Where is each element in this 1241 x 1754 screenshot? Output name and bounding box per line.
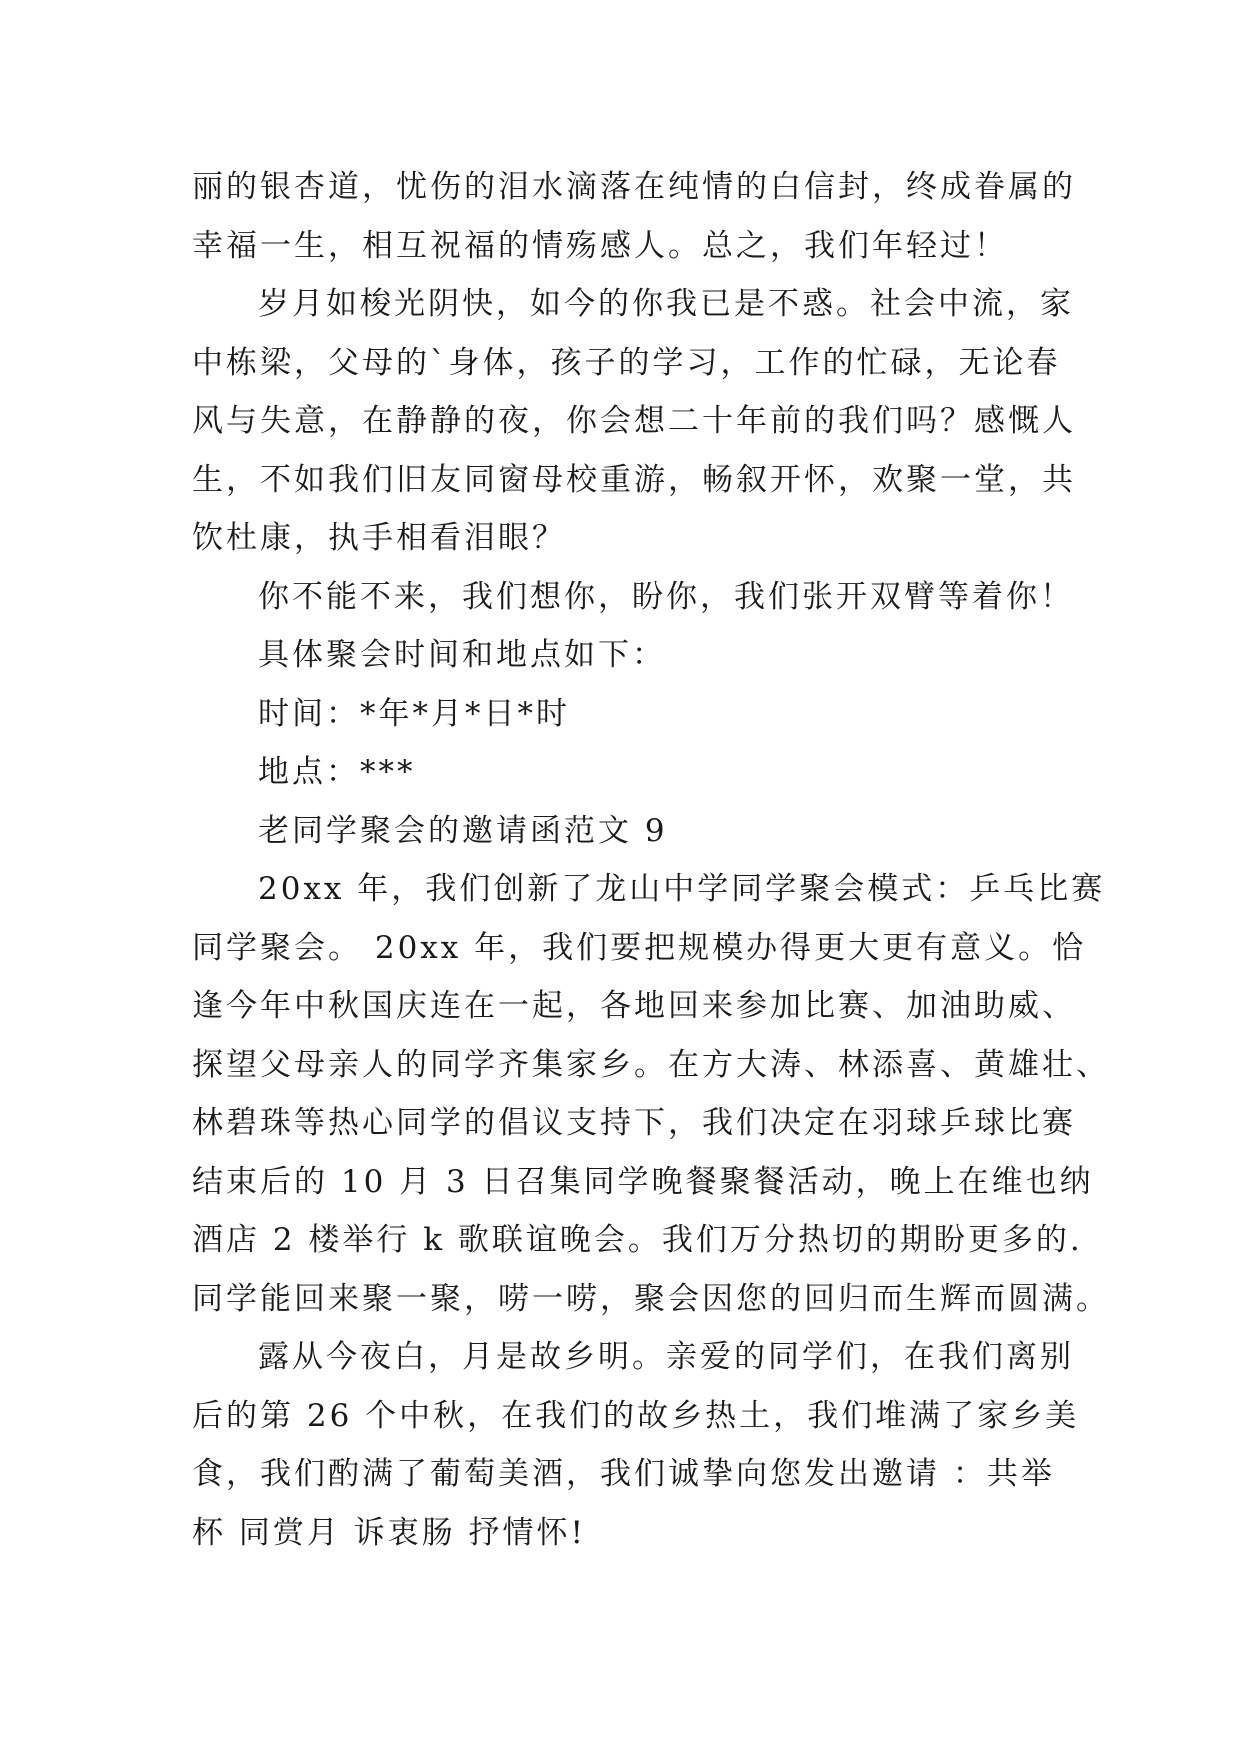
text-line: 具体聚会时间和地点如下： [258,637,666,673]
text-line: 同学聚会。 20xx 年，我们要把规模办得更大更有意义。恰 [192,929,1087,966]
text-line: 你不能不来，我们想你，盼你，我们张开双臂等着你！ [258,578,1074,615]
text-line: 中栋梁，父母的`身体，孩子的学习，工作的忙碌，无论春 [192,344,1061,381]
text-line: 风与失意，在静静的夜，你会想二十年前的我们吗？感慨人 [192,403,1076,439]
text-line: 饮杜康，执手相看泪眼？ [192,520,566,556]
text-line: 露从今夜白，月是故乡明。亲爱的同学们，在我们离别 [258,1339,1074,1375]
text-line: 杯 同赏月 诉衷肠 抒情怀! [192,1514,587,1551]
text-line: 结束后的 10 月 3 日召集同学晚餐聚餐活动，晚上在维也纳 [192,1163,1094,1200]
text-line: 后的第 26 个中秋，在我们的故乡热土，我们堆满了家乡美 [192,1397,1080,1434]
text-line: 20xx 年，我们创新了龙山中学同学聚会模式：乒乓比赛 [258,871,1106,907]
text-line: 丽的银杏道，忧伤的泪水滴落在纯情的白信封，终成眷属的 [192,169,1076,205]
text-line: 逢今年中秋国庆连在一起，各地回来参加比赛、加油助威、 [192,988,1076,1024]
text-line: 林碧珠等热心同学的倡议支持下，我们决定在羽球乒球比赛 [192,1105,1076,1141]
text-line: 食，我们酌满了葡萄美酒，我们诚挚向您发出邀请 ：共举 [192,1456,1055,1492]
text-line: 老同学聚会的邀请函范文 9 [258,812,668,849]
document-body [192,158,1110,1562]
text-line: 岁月如梭光阴快，如今的你我已是不惑。社会中流，家 [258,286,1074,322]
text-line: 酒店 2 楼举行 k 歌联谊晚会。我们万分热切的期盼更多的. [192,1222,1083,1258]
text-line: 生，不如我们旧友同窗母校重游，畅叙开怀，欢聚一堂，共 [192,461,1076,498]
text-line: 时间：*年*月*日*时 [258,695,570,732]
text-line: 幸福一生，相互祝福的情殇感人。总之，我们年轻过！ [192,227,1008,264]
text-line: 地点：*** [258,754,416,790]
text-line: 同学能回来聚一聚，唠一唠，聚会因您的回归而生辉而圆满。 [192,1280,1110,1317]
text-line: 探望父母亲人的同学齐集家乡。在方大涛、林添喜、黄雄壮、 [192,1046,1110,1083]
